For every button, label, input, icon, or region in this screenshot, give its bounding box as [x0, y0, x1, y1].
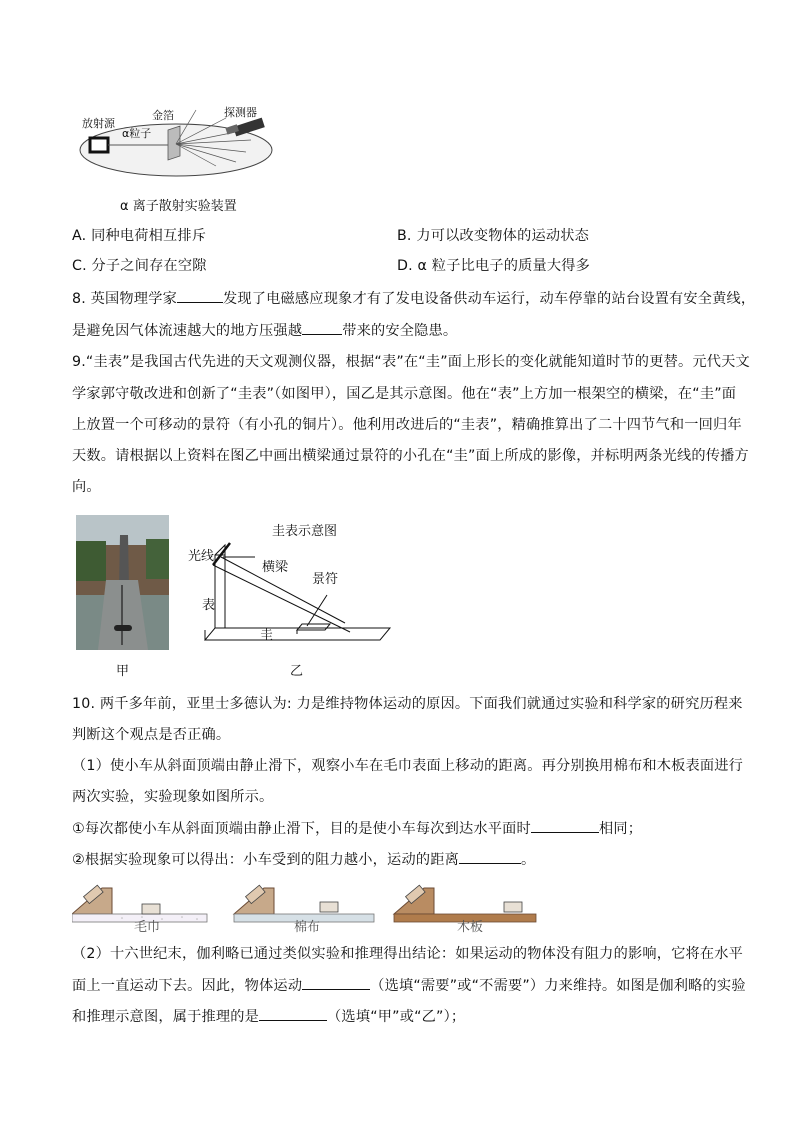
sub1-blank[interactable]	[531, 818, 599, 833]
guibiao-diagram	[185, 535, 395, 645]
label-gold-foil: 金箔	[152, 109, 174, 122]
question-9-line5: 向。	[72, 479, 101, 495]
sub1-text-b: 相同；	[598, 821, 643, 837]
label-jingfu: 景符	[312, 572, 339, 587]
question-10-line2: 判断这个观点是否正确。	[72, 727, 231, 743]
p2-blank-2[interactable]	[259, 1006, 327, 1021]
label-beam: 横梁	[262, 560, 289, 575]
sub1-text-a: ①每次都使小车从斜面顶端由静止滑下，目的是使小车每次到达水平面时	[72, 821, 531, 837]
label-detector: 探测器	[224, 106, 257, 119]
label-source: 放射源	[82, 117, 115, 130]
sub2-text-b: 。	[521, 852, 536, 868]
q8-text-d: 带来的安全隐患。	[342, 323, 458, 339]
label-light: 光线	[188, 549, 215, 564]
q8-blank-1[interactable]	[177, 288, 223, 303]
option-d: D. α 粒子比电子的质量大得多	[397, 258, 591, 274]
q8-text-b: 发现了电磁感应现象才有了发电设备供动车运行，动车停靠的站台设置有安全黄线，	[222, 291, 756, 307]
question-10-sub1	[72, 818, 642, 839]
option-a: A. 同种电荷相互排斥	[72, 228, 207, 244]
q8-text-a: 8. 英国物理学家	[72, 291, 177, 307]
caption-yi: 乙	[290, 664, 304, 679]
label-wood: 木板	[457, 920, 484, 935]
question-10-part1-line1: （1）使小车从斜面顶端由静止滑下，观察小车在毛巾表面上移动的距离。再分别换用棉布和木板表面进行	[72, 758, 744, 774]
figure-caption: α 离子散射实验装置	[120, 199, 237, 214]
diagram-title: 圭表示意图	[272, 524, 338, 539]
option-c: C. 分子之间存在空隙	[72, 258, 207, 274]
question-10-part2-line2	[72, 975, 746, 996]
label-biao: 表	[202, 598, 216, 613]
question-10-part2-line3	[72, 1006, 465, 1027]
p2-text-a: 面上一直运动下去。因此，物体运动	[72, 978, 303, 994]
question-9-line4: 天数。请根据以上资料在图乙中画出横梁通过景符的小孔在“圭”面上所成的影像，并标明两条光线的传播方	[72, 448, 749, 464]
q8-text-c: 是避免因气体流速越大的地方压强越	[72, 323, 303, 339]
question-10-part1-line2: 两次实验，实验现象如图所示。	[72, 789, 274, 805]
q8-blank-2[interactable]	[302, 320, 342, 335]
p2-blank-1[interactable]	[302, 975, 370, 990]
option-b: B. 力可以改变物体的运动状态	[397, 228, 590, 244]
label-gui: 圭	[260, 628, 274, 643]
question-10-part2-line1: （2）十六世纪末，伽利略已通过类似实验和推理得出结论：如果运动的物体没有阻力的影响，它将在水平	[72, 946, 744, 962]
question-9-line1: 9.“圭表”是我国古代先进的天文观测仪器，根据“表”在“圭”面上形长的变化就能知道时节的更替。元代天文	[72, 354, 750, 370]
p2-text-b: （选填“需要”或“不需要”）力来维持。如图是伽利略的实验	[370, 978, 746, 994]
question-9-line3: 上放置一个可移动的景符（有小孔的铜片）。他利用改进后的“圭表”，精确推算出了二十四节气和一回归年	[72, 417, 742, 433]
sub2-text-a: ②根据实验现象可以得出：小车受到的阻力越小，运动的距离	[72, 852, 459, 868]
sub2-blank[interactable]	[459, 849, 521, 864]
label-cotton: 棉布	[294, 920, 321, 935]
guibiao-photo	[76, 515, 169, 650]
p2-text-c: 和推理示意图，属于推理的是	[72, 1009, 260, 1025]
question-10-line1: 10. 两千多年前，亚里士多德认为: 力是维持物体运动的原因。下面我们就通过实验和科学家的研究历程来	[72, 696, 743, 712]
p2-text-d: （选填“甲”或“乙”）；	[327, 1009, 466, 1025]
question-9-line2: 学家郭守敬改进和创新了“圭表”（如图甲），国乙是其示意图。他在“表”上方加一根架空的横梁，在“圭”面	[72, 386, 737, 402]
label-towel: 毛巾	[134, 920, 161, 935]
label-alpha-particle: α粒子	[122, 127, 152, 140]
question-8-line1	[72, 288, 755, 309]
question-8-line2	[72, 320, 457, 341]
caption-jia: 甲	[116, 664, 130, 679]
question-10-sub2	[72, 849, 535, 870]
